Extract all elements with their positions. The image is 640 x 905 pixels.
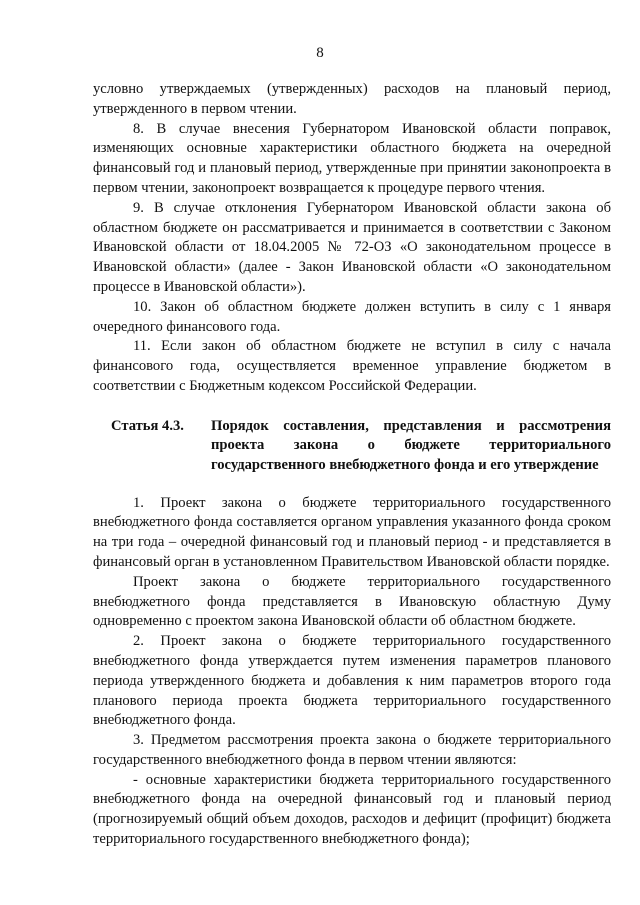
paragraph-item-10: 10. Закон об областном бюджете должен вступить в силу с 1 января очередного финансового года.	[93, 298, 611, 335]
document-body	[93, 80, 611, 850]
article-heading	[93, 417, 611, 476]
article-title: Порядок составления, представления и рассмотрения проекта закона о бюджете территориального государственного внебюджетного фонда и его утверждение	[211, 417, 611, 473]
page-number: 8	[316, 45, 324, 61]
paragraph-list-item: - основные характеристики бюджета территориального государственного внебюджетного фонда на очередной финансовый год и плановый период (прогнозируемый общий объем доходов, расходов и дефицит (профицит) бюджета территориального государственного внебюджетного фонда);	[93, 771, 611, 848]
paragraph-article-item-1-cont: Проект закона о бюджете территориального государственного внебюджетного фонда представляется в Ивановскую областную Думу одновременно с проектом закона Ивановской области об областном бюджете.	[93, 573, 611, 630]
paragraph-article-item-2: 2. Проект закона о бюджете территориального государственного внебюджетного фонда утверждается путем изменения параметров планового периода утвержденного бюджета и добавления к ним параметров второго года планового периода проекта бюджета территориального государственного внебюджетного фонда.	[93, 633, 611, 729]
article-number: Статья 4.3.	[111, 417, 184, 434]
paragraph-item-11: 11. Если закон об областном бюджете не вступил в силу с начала финансового года, осуществляется временное управление бюджетом в соответствии с Бюджетным кодексом Российской Федерации.	[93, 338, 611, 394]
paragraph-article-item-1: 1. Проект закона о бюджете территориального государственного внебюджетного фонда составляется органом управления указанного фонда сроком на три года – очередной финансовый год и плановый период - и представляется в финансовый орган в установленном Правительством Ивановской области порядке.	[93, 494, 611, 570]
paragraph-continuation: условно утверждаемых (утвержденных) расходов на плановый период, утвержденного в первом чтении.	[93, 81, 611, 117]
paragraph-item-9: 9. В случае отклонения Губернатором Ивановской области закона об областном бюджете он рассматривается и принимается в соответствии с Законом Ивановской области от 18.04.2005 № 72-ОЗ «О законодательном процессе в Ивановской области» (далее - Закон Ивановской области «О законодательном процессе в Ивановской области»).	[93, 199, 611, 295]
paragraph-article-item-3: 3. Предметом рассмотрения проекта закона о бюджете территориального государственного внебюджетного фонда в первом чтении являются:	[93, 732, 611, 768]
paragraph-item-8: 8. В случае внесения Губернатором Ивановской области поправок, изменяющих основные характеристики областного бюджета на очередной финансовый год и плановый период, утвержденные при принятии законопроекта в первом чтении, законопроект возвращается к процедуре первого чтения.	[93, 120, 611, 196]
